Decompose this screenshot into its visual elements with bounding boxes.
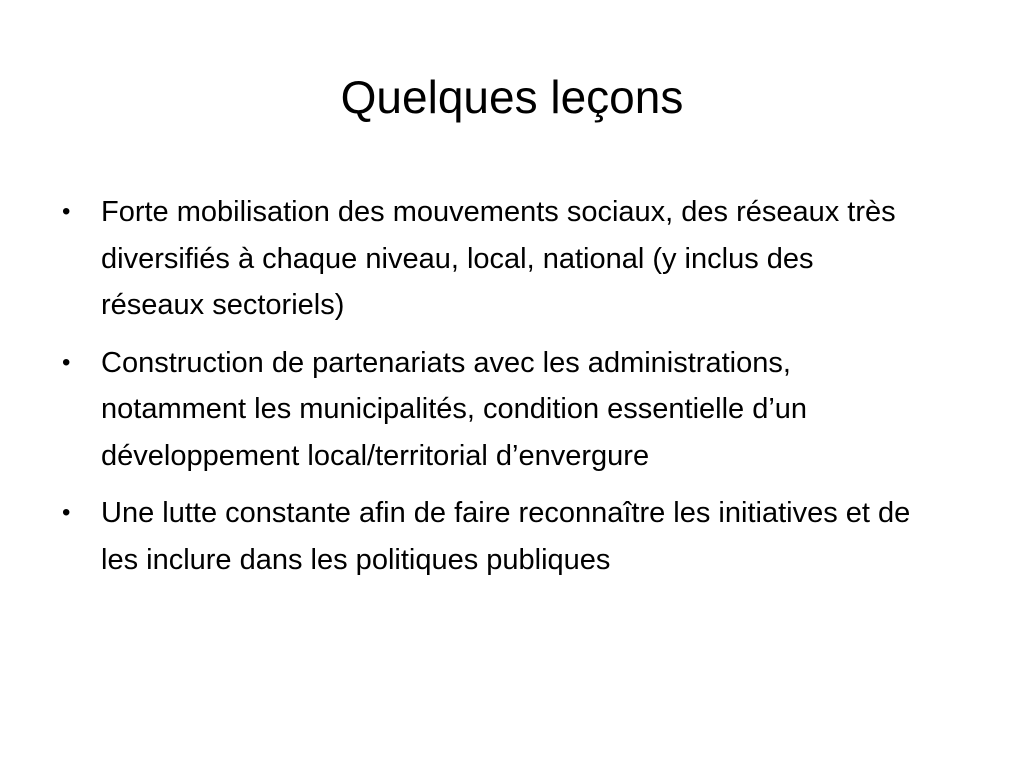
slide-title: Quelques leçons [340,71,684,123]
bullet-item-lutte [60,490,920,583]
bullet-text: Forte mobilisation des mouvements sociaux, des réseaux très diversifiés à chaque niveau, local, national (y inclus des réseaux sectoriels) [101,196,896,321]
bullet-list [60,189,920,594]
bullet-item-partenariats [60,340,920,480]
bullet-item-mobilisation [60,189,920,329]
bullet-text: Construction de partenariats avec les administrations, notamment les municipalités, condition essentielle d’un développement local/territorial d’envergure [101,346,808,472]
bullet-icon: • [62,499,71,526]
bullet-icon: • [62,348,71,376]
bullet-icon: • [62,198,71,225]
bullet-text: Une lutte constante afin de faire reconnaître les initiatives et de les inclure dans les politiques publiques [101,497,911,576]
